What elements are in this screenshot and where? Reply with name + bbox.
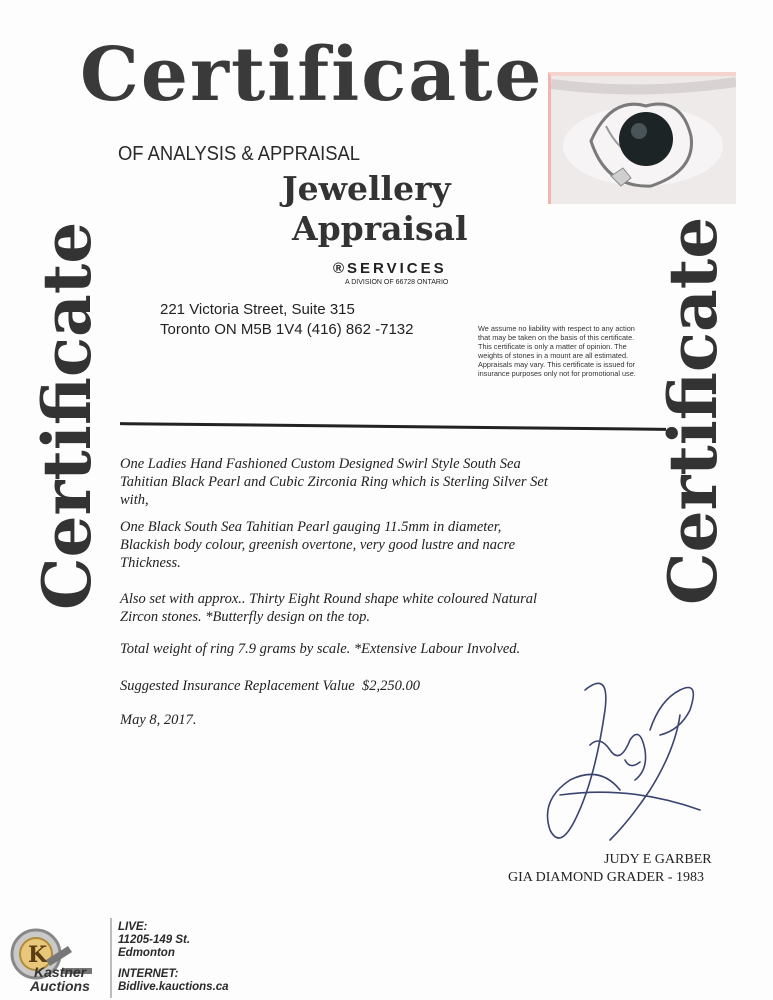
certificate-title: Certificate [80, 32, 544, 118]
side-label-left: Certificate [28, 221, 106, 610]
signatory-name: JUDY E GARBER [604, 852, 712, 867]
live-address-line-2: Edmonton [118, 947, 175, 959]
address-line-2: Toronto ON M5B 1V4 (416) 862 -7132 [160, 321, 414, 338]
live-address-line-1: 11205-149 St. [118, 934, 191, 946]
logo-text-auctions: Auctions [30, 978, 90, 994]
brand-appraisal: Appraisal [292, 209, 468, 248]
replacement-value-amount: $2,250.00 [362, 678, 420, 694]
brand-services: ®SERVICES [333, 260, 447, 277]
description-stones: Also set with approx.. Thirty Eight Round shape white coloured Natural Zircon stones. *Butterfly design on the top. [120, 591, 537, 625]
certificate-subtitle: OF ANALYSIS & APPRAISAL [118, 143, 361, 165]
live-label: LIVE: [118, 921, 148, 933]
brand-division: A DIVISION OF 66728 ONTARIO [345, 279, 449, 286]
certificate-date: May 8, 2017. [120, 712, 197, 728]
footer-separator [110, 918, 112, 998]
description-weight: Total weight of ring 7.9 grams by scale. *Extensive Labour Involved. [120, 641, 521, 657]
ring-photo [548, 72, 736, 204]
ring-icon [551, 76, 736, 204]
address-line-1: 221 Victoria Street, Suite 315 [160, 301, 355, 318]
brand-jewellery: Jewellery [282, 169, 451, 208]
internet-label: INTERNET: [118, 968, 179, 980]
signatory-title: GIA DIAMOND GRADER - 1983 [508, 870, 704, 885]
internet-url: Bidlive.kauctions.ca [118, 981, 229, 993]
description-ring: One Ladies Hand Fashioned Custom Designed Swirl Style South Sea Tahitian Black Pearl and Cubic Zirconia Ring which is Sterling Silver Set with, [120, 456, 548, 508]
divider-rule [120, 422, 666, 431]
replacement-value-row [120, 677, 580, 695]
handwritten-signature [530, 670, 730, 860]
logo-text-kastner: Kastner [34, 964, 87, 980]
svg-text:K: K [28, 942, 48, 968]
replacement-value-label: Suggested Insurance Replacement Value [120, 678, 355, 694]
side-label-right: Certificate [654, 216, 732, 605]
disclaimer-text: We assume no liability with respect to any action that may be taken on the basis of this certificate. This certificate is only a matter of opinion. The weights of stones in a mount are all estimated. Appraisals may vary. This certificate is issued for insurance purposes only not for promotional use. [478, 324, 636, 378]
description-pearl: One Black South Sea Tahitian Pearl gauging 11.5mm in diameter, Blackish body colour, greenish overtone, very good lustre and nacre Thickness. [120, 519, 516, 571]
